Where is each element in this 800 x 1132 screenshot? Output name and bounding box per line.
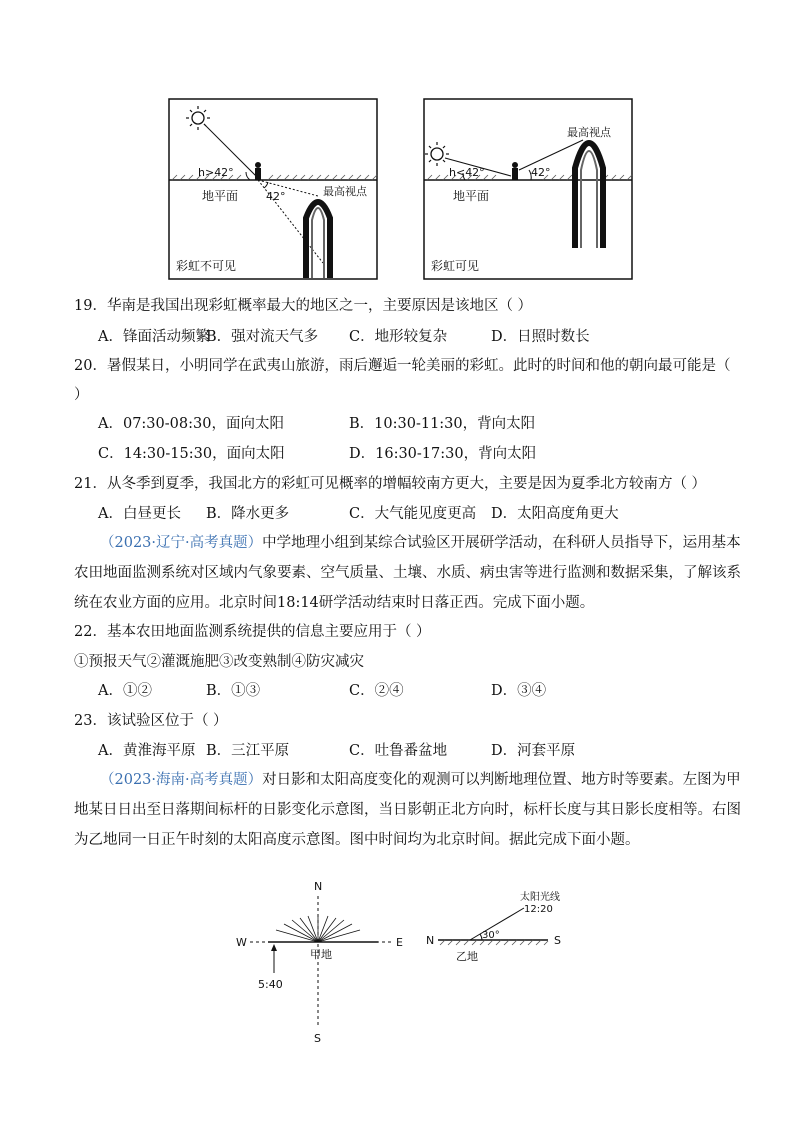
passage1-line3: 统在农业方面的应用。北京时间18:14研学活动结束时日落正西。完成下面小题。 bbox=[74, 595, 595, 611]
q20-stem: 20．暑假某日，小明同学在武夷山旅游，雨后邂逅一轮美丽的彩虹。此时的时间和他的朝向最可能是（ bbox=[74, 358, 731, 374]
observer-icon bbox=[255, 162, 261, 180]
q23-stem: 23．该试验区位于（ ） bbox=[74, 713, 228, 729]
caption-invisible: 彩虹不可见 bbox=[176, 259, 237, 273]
q21-option-c[interactable]: C．大气能见度更高 bbox=[349, 506, 477, 522]
passage1-line2: 农田地面监测系统对区域内气象要素、空气质量、土壤、水质、病虫害等进行监测和数据采集，了解该系 bbox=[74, 565, 741, 581]
q23-option-d[interactable]: D．河套平原 bbox=[491, 743, 576, 759]
q20-option-b[interactable]: B．10:30-11:30，背向太阳 bbox=[349, 416, 536, 432]
q20-option-a[interactable]: A．07:30-08:30，面向太阳 bbox=[98, 416, 284, 432]
ground-label: 地平面 bbox=[202, 189, 239, 203]
q20-option-c[interactable]: C．14:30-15:30，面向太阳 bbox=[98, 446, 285, 462]
angle-label: 42° bbox=[266, 190, 286, 203]
q23-option-c[interactable]: C．吐鲁番盆地 bbox=[349, 743, 448, 759]
passage2-source[interactable]: （2023·海南·高考真题） bbox=[100, 772, 263, 788]
passage2-line2: 地某日日出至日落期间标杆的日影变化示意图，当日影朝正北方向时，标杆长度与其日影长度相等。右图 bbox=[74, 802, 741, 818]
angle-label: 30° bbox=[482, 930, 500, 941]
q22-option-c[interactable]: C．②④ bbox=[349, 683, 404, 699]
compass-n: N bbox=[314, 880, 323, 893]
q19-stem: 19．华南是我国出现彩虹概率最大的地区之一，主要原因是该地区（ ） bbox=[74, 298, 533, 314]
shadow-figure bbox=[228, 878, 408, 1048]
sun-altitude-figure bbox=[420, 888, 580, 968]
caption-visible: 彩虹可见 bbox=[431, 259, 480, 273]
q19-option-d[interactable]: D．日照时数长 bbox=[491, 329, 590, 345]
q21-option-b[interactable]: B．降水更多 bbox=[206, 506, 290, 522]
q21-option-d[interactable]: D．太阳高度角更大 bbox=[491, 506, 619, 522]
angle-label: 42° bbox=[531, 166, 551, 179]
ground-label: 地平面 bbox=[453, 189, 490, 203]
place-yi: 乙地 bbox=[456, 950, 478, 963]
compass-w: W bbox=[236, 936, 247, 949]
passage1-line1 bbox=[100, 533, 741, 553]
passage2-text: 对日影和太阳高度变化的观测可以判断地理位置、地方时等要素。左图为甲 bbox=[262, 772, 741, 788]
observer-icon bbox=[512, 162, 518, 180]
q22-option-b[interactable]: B．①③ bbox=[206, 683, 261, 699]
place-jia: 甲地 bbox=[310, 948, 332, 961]
passage1-text: 中学地理小组到某综合试验区开展研学活动，在科研人员指导下，运用基本 bbox=[262, 535, 741, 551]
q19-option-b[interactable]: B．强对流天气多 bbox=[206, 329, 319, 345]
compass-s: S bbox=[314, 1032, 321, 1045]
q22-option-a[interactable]: A．①② bbox=[98, 683, 152, 699]
q19-option-a[interactable]: A．锋面活动频繁 bbox=[98, 329, 210, 345]
h-angle-label: h>42° bbox=[198, 166, 234, 179]
passage2-line3: 为乙地同一日正午时刻的太阳高度示意图。图中时间均为北京时间。据此完成下面小题。 bbox=[74, 832, 640, 848]
q21-option-a[interactable]: A．白昼更长 bbox=[98, 506, 181, 522]
passage1-source[interactable]: （2023·辽宁·高考真题） bbox=[100, 535, 263, 551]
time-label: 5:40 bbox=[258, 978, 283, 991]
dir-s: S bbox=[554, 934, 561, 947]
q22-items: ①预报天气②灌溉施肥③改变熟制④防灾减灾 bbox=[74, 654, 364, 670]
rainbow-figure-right bbox=[423, 98, 633, 280]
q23-option-a[interactable]: A．黄淮海平原 bbox=[98, 743, 196, 759]
q22-option-d[interactable]: D．③④ bbox=[491, 683, 547, 699]
q20-stem-cont: ） bbox=[74, 387, 89, 403]
passage2-line1 bbox=[100, 770, 741, 790]
rainbow-figure-left bbox=[168, 98, 378, 280]
compass-e: E bbox=[396, 936, 403, 949]
ray-time: 12:20 bbox=[524, 904, 553, 915]
q19-option-c[interactable]: C．地形较复杂 bbox=[349, 329, 448, 345]
h-angle-label: h<42° bbox=[449, 166, 485, 179]
q22-stem: 22．基本农田地面监测系统提供的信息主要应用于（ ） bbox=[74, 624, 431, 640]
ray-label: 太阳光线 bbox=[520, 892, 560, 903]
peak-label: 最高视点 bbox=[323, 185, 367, 198]
q21-stem: 21．从冬季到夏季，我国北方的彩虹可见概率的增幅较南方更大，主要是因为夏季北方较南方（ ） bbox=[74, 476, 707, 492]
q23-option-b[interactable]: B．三江平原 bbox=[206, 743, 290, 759]
peak-label: 最高视点 bbox=[567, 126, 611, 139]
q20-option-d[interactable]: D．16:30-17:30，背向太阳 bbox=[349, 446, 537, 462]
dir-n: N bbox=[426, 934, 435, 947]
